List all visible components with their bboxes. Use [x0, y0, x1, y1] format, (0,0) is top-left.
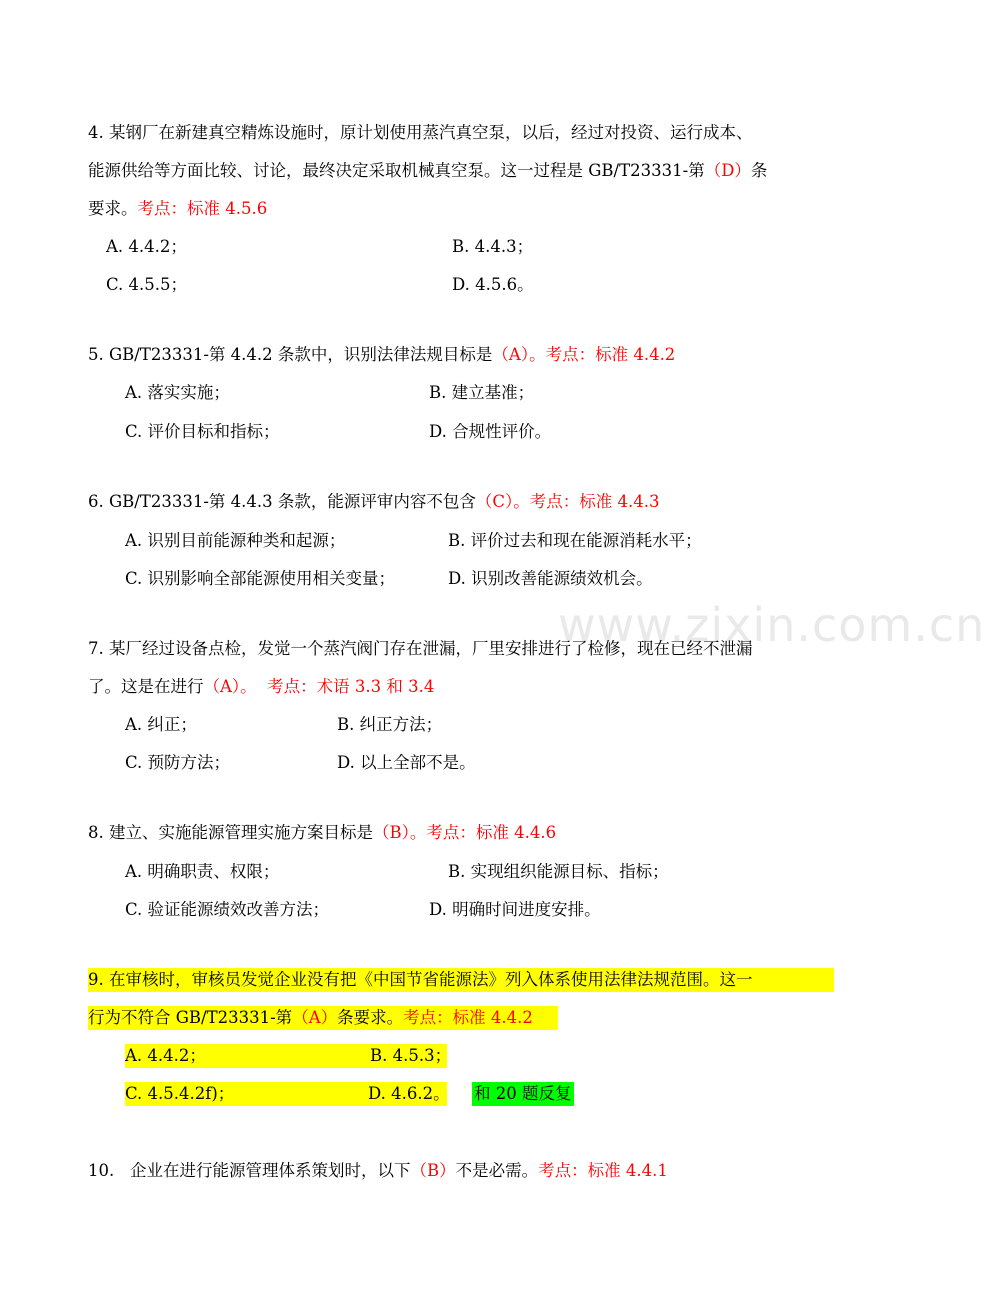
q9-options-row1 [125, 1044, 452, 1068]
q4-answer: （D） [704, 161, 751, 180]
q7-stem-text: 了。这是在进行 [88, 677, 204, 696]
q9-line2 [88, 1006, 558, 1030]
q6-option-d: D. 识别改善能源绩效机会。 [448, 569, 653, 588]
q9-kaodian: 考点：标准 4.4.2 [403, 1008, 533, 1027]
q8-option-a: A. 明确职责、权限； [125, 862, 280, 881]
q4-option-c: C. 4.5.5； [106, 275, 188, 294]
q9-stem-text: 行为不符合 GB/T23331-第 [88, 1008, 293, 1027]
q8-stem [88, 821, 556, 845]
q4-option-a: A. 4.4.2； [106, 237, 187, 256]
q4-stem-text: 能源供给等方面比较、讨论，最终决定采取机械真空泵。这一过程是 GB/T23331-第 [88, 161, 705, 180]
q9-option-c: C. 4.5.4.2f)； [125, 1084, 235, 1103]
q7-option-a: A. 纠正； [125, 715, 197, 734]
q6-option-a: A. 识别目前能源种类和起源； [125, 531, 346, 550]
q6-option-b: B. 评价过去和现在能源消耗水平； [448, 531, 702, 550]
q4-line1: 4. 某钢厂在新建真空精炼设施时，原计划使用蒸汽真空泵，以后，经过对投资、运行成本、 [88, 123, 753, 142]
q6-stem [88, 490, 660, 514]
q9-note: 和 20 题反复 [472, 1082, 574, 1106]
q4-kaodian: 考点：标准 4.5.6 [137, 199, 268, 218]
q7-line1: 7. 某厂经过设备点检，发觉一个蒸汽阀门存在泄漏，厂里安排进行了检修，现在已经不泄漏 [88, 639, 753, 658]
q9-stem-end: 条要求。 [337, 1008, 404, 1027]
q5-stem [88, 343, 675, 367]
q9-option-b: B. 4.5.3； [370, 1046, 452, 1065]
q8-option-b: B. 实现组织能源目标、指标； [448, 862, 669, 881]
q6-answer: （C）。 [475, 492, 530, 511]
q10-answer: （B） [410, 1161, 456, 1180]
q5-kaodian: 考点：标准 4.4.2 [545, 345, 676, 364]
q4-line3 [88, 197, 267, 221]
q7-option-d: D. 以上全部不是。 [337, 753, 476, 772]
q10-stem [88, 1159, 668, 1183]
q5-answer: （A）。 [492, 345, 546, 364]
q6-stem-text: 6. GB/T23331-第 4.4.3 条款，能源评审内容不包含 [88, 492, 476, 511]
q9-line1: 9. 在审核时，审核员发觉企业没有把《中国节省能源法》列入体系使用法律法规范围。这一 [88, 968, 834, 992]
q4-stem-tail: 要求。 [88, 199, 138, 218]
q7-option-c: C. 预防方法； [125, 753, 231, 772]
q7-line2 [88, 675, 434, 699]
q10-kaodian: 考点：标准 4.4.1 [538, 1161, 668, 1180]
q6-option-c: C. 识别影响全部能源使用相关变量； [125, 569, 396, 588]
q5-option-a: A. 落实实施； [125, 383, 230, 402]
q4-stem-end: 条 [750, 161, 768, 180]
q6-kaodian: 考点：标准 4.4.3 [529, 492, 660, 511]
q7-kaodian: 考点：术语 3.3 和 3.4 [256, 677, 435, 696]
q9-option-a: A. 4.4.2； [125, 1046, 206, 1065]
q4-option-d: D. 4.5.6。 [452, 275, 534, 294]
q10-stem-end: 不是必需。 [455, 1161, 539, 1180]
q7-option-b: B. 纠正方法； [337, 715, 443, 734]
q8-kaodian: 考点：标准 4.4.6 [426, 823, 557, 842]
watermark: www.zixin.com.cn [558, 598, 985, 652]
q5-option-b: B. 建立基准； [429, 383, 535, 402]
q8-stem-text: 8. 建立、实施能源管理实施方案目标是 [88, 823, 373, 842]
q9-answer: （A） [292, 1008, 338, 1027]
q7-answer: （A）。 [203, 677, 257, 696]
q8-option-d: D. 明确时间进度安排。 [429, 900, 601, 919]
q4-line2 [88, 159, 767, 183]
q8-option-c: C. 验证能源绩效改善方法； [125, 900, 330, 919]
q9-option-d: D. 4.6.2。 [368, 1084, 450, 1103]
q5-option-c: C. 评价目标和指标； [125, 422, 280, 441]
q5-stem-text: 5. GB/T23331-第 4.4.2 条款中，识别法律法规目标是 [88, 345, 493, 364]
q9-options-row2 [125, 1082, 450, 1106]
q5-option-d: D. 合规性评价。 [429, 422, 552, 441]
q10-stem-text: 10. 企业在进行能源管理体系策划时，以下 [88, 1161, 411, 1180]
q8-answer: （B）。 [373, 823, 427, 842]
q4-option-b: B. 4.4.3； [452, 237, 534, 256]
